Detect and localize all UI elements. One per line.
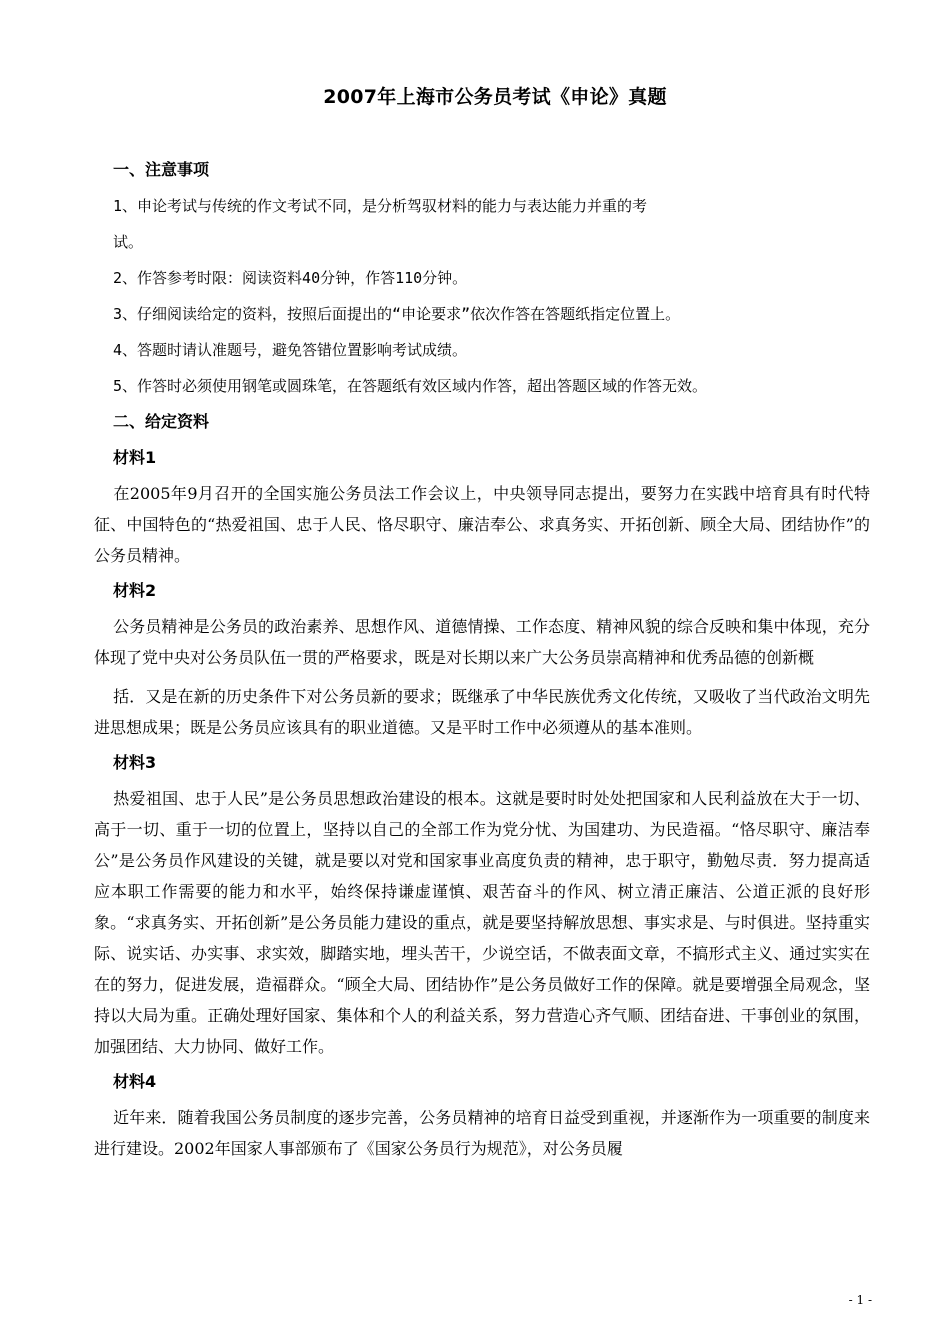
note-item-4: 4、答题时请认准题号，避免答错位置影响考试成绩。 xyxy=(113,341,468,359)
note-item-1: 1、申论考试与传统的作文考试不同，是分析驾驭材料的能力与表达能力并重的考 xyxy=(113,197,648,215)
material-label: 材料3 xyxy=(113,753,157,772)
document-body xyxy=(94,158,873,1172)
material-label: 材料2 xyxy=(113,581,157,600)
material-paragraph: 括．又是在新的历史条件下对公务员新的要求；既继承了中华民族优秀文化传统，又吸收了当代政治文明先进思想成果；既是公务员应该具有的职业道德。又是平时工作中必须遵从的基本准则。 xyxy=(94,687,870,737)
note-item-5: 5、作答时必须使用钢笔或圆珠笔，在答题纸有效区域内作答，超出答题区域的作答无效。 xyxy=(113,377,708,395)
material-paragraph: 近年来．随着我国公务员制度的逐步完善，公务员精神的培育日益受到重视，并逐渐作为一项重要的制度来进行建设。2002年国家人事部颁布了《国家公务员行为规范》，对公务员履 xyxy=(94,1108,870,1158)
section-heading-notes: 一、注意事项 xyxy=(113,160,210,179)
material-paragraph: 热爱祖国、忠于人民”是公务员思想政治建设的根本。这就是要时时处处把国家和人民利益放在大于一切、高于一切、重于一切的位置上，坚持以自己的全部工作为党分忧、为国建功、为民造福。“恪尽职守、廉洁奉公”是公务员作风建设的关键，就是要以对党和国家事业高度负责的精神，忠于职守，勤勉尽责．努力提高适应本职工作需要的能力和水平，始终保持谦虚谨慎、艰苦奋斗的作风、树立清正廉洁、公道正派的良好形象。“求真务实、开拓创新”是公务员能力建设的重点，就是要坚持解放思想、事实求是、与时俱进。坚持重实际、说实话、办实事、求实效，脚踏实地，埋头苦干，少说空话，不做表面文章，不搞形式主义、通过实实在在的努力，促进发展，造福群众。“顾全大局、团结协作”是公务员做好工作的保障。就是要增强全局观念，坚持以大局为重。正确处理好国家、集体和个人的利益关系，努力营造心齐气顺、团结奋进、干事创业的氛围，加强团结、大力协同、做好工作。 xyxy=(94,789,870,1056)
material-paragraph: 在2005年9月召开的全国实施公务员法工作会议上，中央领导同志提出，要努力在实践中培育具有时代特征、中国特色的“热爱祖国、忠于人民、恪尽职守、廉洁奉公、求真务实、开拓创新、顾全大局、团结协作”的公务员精神。 xyxy=(94,484,870,565)
material-label: 材料1 xyxy=(113,448,157,467)
material-paragraph: 公务员精神是公务员的政治素养、思想作风、道德情操、工作态度、精神风貌的综合反映和集中体现，充分体现了党中央对公务员队伍一贯的严格要求，既是对长期以来广大公务员崇高精神和优秀品德的创新概 xyxy=(94,617,870,667)
note-item-2: 2、作答参考时限：阅读资料40分钟，作答110分钟。 xyxy=(113,269,468,287)
note-item-3: 3、仔细阅读给定的资料，按照后面提出的“申论要求”依次作答在答题纸指定位置上。 xyxy=(113,305,681,323)
page-title: 2007年上海市公务员考试《申论》真题 xyxy=(323,86,667,108)
note-item-1-continued: 试。 xyxy=(113,233,144,251)
section-heading-materials: 二、给定资料 xyxy=(113,412,210,431)
material-label: 材料4 xyxy=(113,1072,157,1091)
page-number: - 1 - xyxy=(848,1293,872,1307)
